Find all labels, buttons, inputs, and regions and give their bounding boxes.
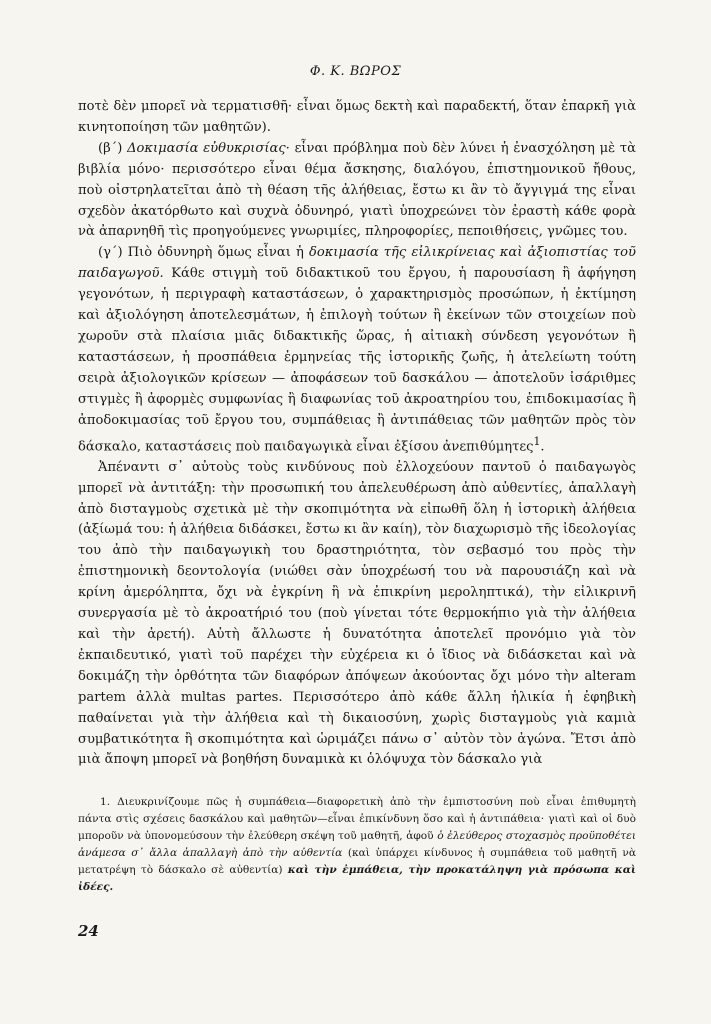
paragraph-opposition-b: Περισσότερο ἀπὸ κάθε ἄλλη ἡλικία ἡ ἐφηβικὴ παθαίνεται γιὰ τὴν ἀλήθεια καὶ τὴ δικαιοσύνη, χωρὶς δισταγμοὺς γιὰ καμιὰ συμβατικότητα ἢ σκοπιμότητα καὶ ὡριμάζει πάνω σ᾽ αὐτὸν τὸν ἀγώνα. Ἔτσι ἀπὸ μιὰ ἄποψη μπορεῖ νὰ βοηθήση δυναμικὰ κι ὁλόψυχα τὸν δάσκαλο γιὰ	[78, 689, 636, 768]
footnote-text-b: (καὶ ὑπάρχει κίνδυνος ἡ συμπάθεια τοῦ μαθητῆ νὰ μετατρέψη τὸ δάσκαλο σὲ αὐθεντία)	[78, 847, 636, 876]
paragraph-beta-term: Δοκιμασία εὐθυκρισίας·	[127, 140, 290, 156]
footnote-text-italic: ὁ ἐλεύθερος στοχασμὸς προϋποθέτει ἀνάμεσα σ᾽ ἄλλα ἀπαλλαγὴ ἀπὸ τὴν αὐθεντία	[78, 830, 636, 859]
paragraph-gamma-label: (γ΄)	[98, 245, 123, 261]
paragraph-beta	[78, 139, 636, 244]
footnote-area	[78, 794, 636, 896]
paragraph-gamma	[78, 243, 636, 457]
footnote-1	[78, 794, 636, 896]
paragraph-gamma-end: .	[540, 438, 545, 454]
page-number: 24	[78, 922, 99, 940]
paragraph-opposition-a: Ἀπέναντι σ᾽ αὐτοὺς τοὺς κινδύνους ποὺ ἐλλοχεύουν παντοῦ ὁ παιδαγωγὸς μπορεῖ νὰ ἀντιτάξη: τὴν προσωπική του ἀπελευθέρωση ἀπὸ αὐθεντίες, ἀπαλλαγὴ ἀπὸ δισταγμοὺς σχετικὰ μὲ τὴν σκοπιμότητα νὰ εἰπωθῆ ὅλη ἡ ἱστορικὴ ἀλήθεια (ἀξίωμά του: ἡ ἀλήθεια διδάσκει, ἔστω κι ἂν καίη), τὸν διαχωρισμὸ τῆς ἰδεολογίας του ἀπὸ τὴν παιδαγωγικὴ του δραστηριότητα, τὸν σεβασμό του πρὸς τὴν ἐπιστημονικὴ δεοντολογία (νιώθει σὰν ὑποχρέωσή του νὰ παρουσιάζη καὶ νὰ κρίνη ἀμερόληπτα, ὄχι νὰ ἐγκρίνη ἢ νὰ ἐπικρίνη μεροληπτικά), τὴν εἰλικρινῆ συνεργασία μὲ τὸ ἀκροατήριό του (ποὺ γίνεται τότε θερμοκήπιο γιὰ τὴν ἀλήθεια καὶ τὴν ἀρετή). Αὐτὴ ἄλλωστε ἡ δυνατότητα ἀποτελεῖ προνόμιο γιὰ τὸν ἐκπαιδευτικό, γιατὶ τοῦ παρέχει τὴν εὐχέρεια κι ὁ ἴδιος νὰ διδάσκεται καὶ νὰ δοκιμάζη τὴν ὀρθότητα τῶν διαφόρων ἀπόψεων ἀκούοντας ὄχι μόνο τὴν	[78, 459, 636, 684]
paragraph-beta-label: (β΄)	[98, 140, 123, 156]
paragraph-gamma-term: δοκιμασία τῆς εἰλικρίνειας καὶ ἀξιοπιστίας τοῦ παιδαγωγοῦ.	[78, 245, 636, 282]
running-title: Φ. Κ. ΒΩΡΟΣ	[309, 64, 402, 79]
paragraph-gamma-lead: Πιὸ ὀδυνηρὴ ὅμως εἶναι ἡ	[127, 245, 304, 261]
paragraph-continuation: ποτὲ δὲν μπορεῖ νὰ τερματισθῆ· εἶναι ὅμως δεκτὴ καὶ παραδεκτή, ὅταν ἐπαρκῆ γιὰ κινητοποίηση τῶν μαθητῶν).	[78, 99, 636, 135]
paragraph-beta-text: εἶναι πρόβλημα ποὺ δὲν λύνει ἡ ἐνασχόληση μὲ τὰ βιβλία μόνο· περισσότερο εἶναι θέμα ἄσκησης, διαλόγου, ἐπιστημονικοῦ ἤθους, ποὺ οἰστρηλατεῖται ἀπὸ τὴ θέαση τῆς ἀλήθειας, ἔστω κι ἂν τὸ ἄγγιγμά της εἶναι σχεδὸν ἀκατόρθωτο καὶ συχνὰ ὀδυνηρό, γιατὶ ὑποχρεώνει τὸν ἐραστὴ κάθε φορὰ νὰ ἀπαρνηθῆ τὶς προηγούμενες γνωριμίες, πληροφορίες, πεποιθήσεις, γνῶμες του.	[78, 140, 636, 240]
paragraph-opposition	[78, 458, 636, 772]
footnote-number: 1.	[100, 796, 111, 808]
footnote-text-bold-italic: καὶ τὴν ἐμπάθεια, τὴν προκατάληψη γιὰ πρόσωπα καὶ ἰδέες.	[78, 864, 636, 893]
footnote-text-a: Διευκρινίζουμε πῶς ἡ συμπάθεια—διαφορετικὴ ἀπὸ τὴν ἐμπιστοσύνη ποὺ εἶναι ἐπιθυμητὴ πάντα στὶς σχέσεις δασκάλου καὶ μαθητῶν—εἶναι ἐπικίνδυνη ὅσο καὶ ἡ ἀντιπάθεια· γιατὶ καὶ οἱ δυὸ μποροῦν νὰ ὑπονομεύσουν τὴν ἐλεύθερη σκέψη τοῦ μαθητῆ, ἀφοῦ	[78, 796, 636, 842]
paragraph-gamma-text: Κάθε στιγμὴ τοῦ διδακτικοῦ του ἔργου, ἡ παρουσίαση ἢ ἀφήγηση γεγονότων, ἡ περιγραφὴ καταστάσεων, ὁ χαρακτηρισμὸς προσώπων, ἡ ἐκτίμηση καὶ ἀξιολόγηση ἀποτελεσμάτων, ἡ ἐπιλογὴ τούτων ἢ ἐκείνων τῶν στοιχείων ποὺ χωροῦν στὰ πλαίσια μιᾶς διδακτικῆς ὥρας, ἡ αἰτιακὴ σύνδεση γεγονότων ἢ καταστάσεων, ἡ προσπάθεια ἑρμηνείας τῆς ἱστορικῆς ζωῆς, ἡ ἀτελείωτη τούτη σειρὰ ἀξιολογικῶν κρίσεων — ἀποφάσεων τοῦ δασκάλου — ἀποτελοῦν ἰσάριθμες στιγμὲς ἢ ἀφορμὲς συμφωνίας ἢ διαφωνίας τοῦ ἀκροατηρίου του, ἐπιδοκιμασίας ἢ ἀποδοκιμασίας τοῦ ἔργου του, συμπάθειας ἢ ἀντιπάθειας τῶν μαθητῶν πρὸς τὸν δάσκαλο, καταστάσεις ποὺ παιδαγωγικὰ εἶναι ἐξίσου ἀνεπιθύμητες	[78, 266, 636, 454]
footnote-reference[interactable]: 1	[533, 434, 541, 448]
latin-phrase: alteram partem ἀλλὰ multas partes.	[78, 668, 636, 705]
main-text	[78, 97, 636, 771]
